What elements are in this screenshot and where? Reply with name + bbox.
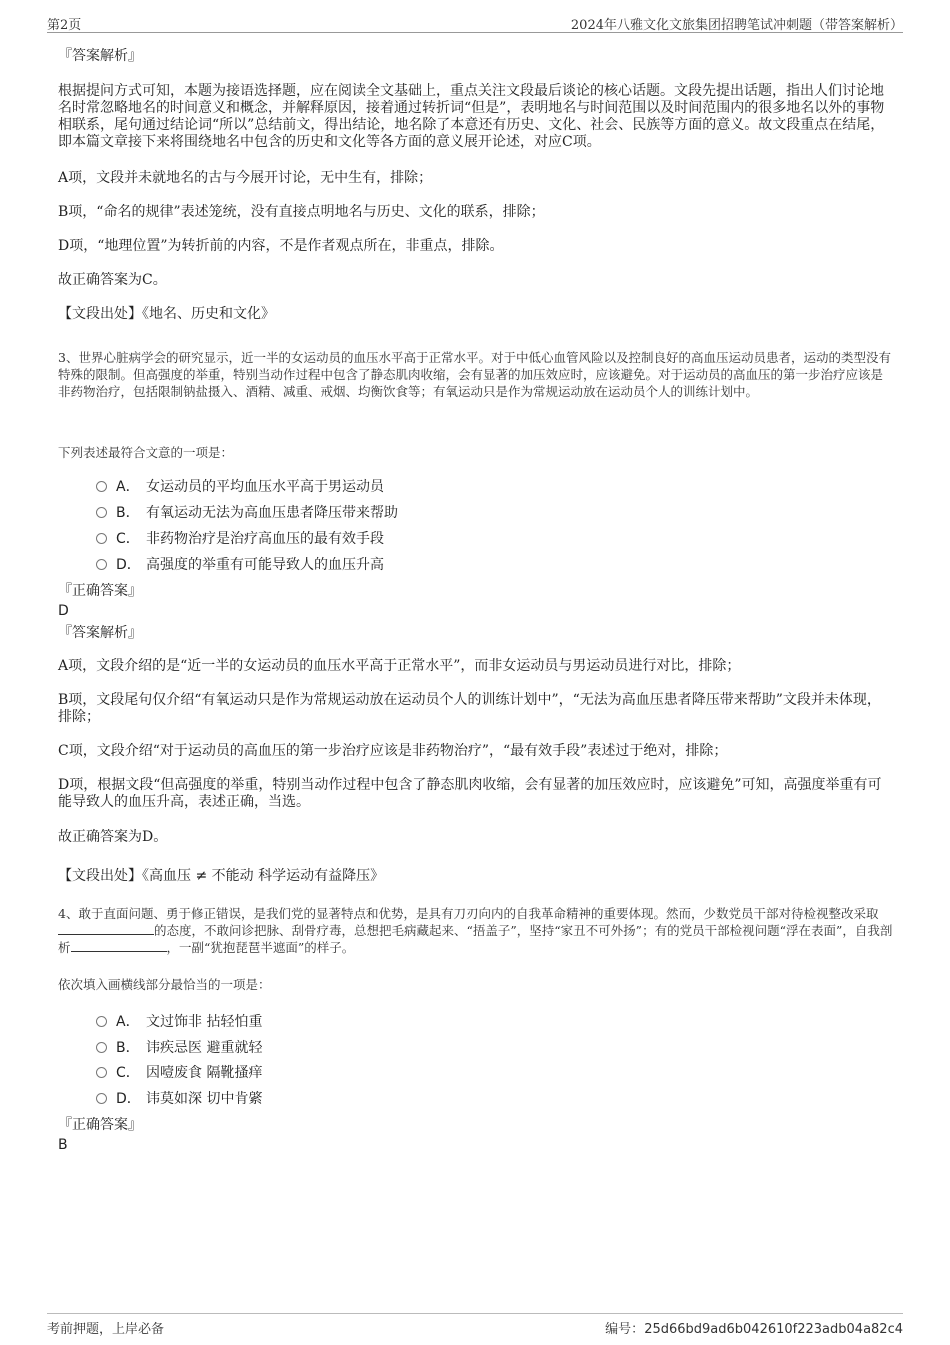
radio-icon[interactable]: [96, 507, 107, 518]
page-number: 第2页: [47, 18, 82, 33]
q4-answer: B: [58, 1137, 68, 1153]
q4-option-d[interactable]: D． 讳莫如深 切中肯綮: [96, 1089, 262, 1109]
q2-analysis-paragraph: 根据提问方式可知，本题为接语选择题，应在阅读全文基础上，重点关注文段最后谈论的核心话题。文段先提出话题，指出人们讨论地名时常忽略地名的时间意义和概念，并解释原因，接着通过转折词“但是”，表明地名与时间范围以及时间范围内的很多地名以外的事物相联系，尾句通过结论词“所以”总结前文，得出结论，地名除了本意还有历史、文化、社会、民族等方面的意义。故文段重点在结尾，即本篇文章接下来将围绕地名中包含的历史和文化等各方面的意义展开论述，对应C项。: [58, 83, 885, 150]
q3-analysis-option-b: B项，文段尾句仅介绍“有氧运动只是作为常规运动放在运动员个人的训练计划中”，“无法为高血压患者降压带来帮助”文段并未体现，排除；: [58, 692, 881, 725]
q3-analysis-label: 『答案解析』: [58, 625, 142, 641]
document-title: 2024年八雅文化文旅集团招聘笔试冲刺题（带答案解析）: [570, 18, 903, 33]
radio-icon[interactable]: [96, 559, 107, 570]
not-equal-symbol: ≠: [195, 868, 208, 884]
q4-option-c[interactable]: C． 因噎废食 隔靴搔痒: [96, 1063, 262, 1083]
q4-stem: 4、敢于直面问题、勇于修正错误，是我们党的显著特点和优势，是具有刀刃向内的自我革命精神的重要体现。然而，少数党员干部对待检视整改采取的态度，不敢问诊把脉、刮骨疗毒，总想把毛病藏起来、“捂盖子”，坚持“家丑不可外扬”；有的党员干部检视问题“浮在表面”，自我剖析 ，一副“犹抱琵琶半遮面”的样子。: [58, 906, 893, 955]
q3-option-a[interactable]: A． 女运动员的平均血压水平高于男运动员: [96, 477, 384, 497]
q3-source: 【文段出处】《高血压 ≠ 不能动 科学运动有益降压》: [58, 868, 385, 884]
q2-analysis-option-a: A项，文段并未就地名的古与今展开讨论，无中生有，排除；: [58, 170, 433, 186]
radio-icon[interactable]: [96, 1042, 107, 1053]
radio-icon[interactable]: [96, 1093, 107, 1104]
q2-analysis-label: 『答案解析』: [58, 48, 142, 64]
q3-option-c[interactable]: C． 非药物治疗是治疗高血压的最有效手段: [96, 529, 384, 549]
q3-option-d[interactable]: D． 高强度的举重有可能导致人的血压升高: [96, 555, 384, 575]
q3-answer: D: [58, 603, 69, 619]
fill-blank-2: [71, 939, 167, 952]
radio-icon[interactable]: [96, 481, 107, 492]
q3-conclusion: 故正确答案为D。: [58, 829, 168, 845]
radio-icon[interactable]: [96, 1016, 107, 1027]
page-footer: [47, 1313, 903, 1337]
q2-source: 【文段出处】《地名、历史和文化》: [58, 306, 275, 322]
q3-prompt: 下列表述最符合文意的一项是：: [58, 445, 234, 460]
q3-analysis-option-d: D项，根据文段“但高强度的举重，特别当动作过程中包含了静态肌肉收缩，会有显著的加压效应时，应该避免”可知，高强度举重有可能导致人的血压升高，表述正确，当选。: [58, 777, 882, 810]
q4-answer-label: 『正确答案』: [58, 1117, 142, 1133]
q4-prompt: 依次填入画横线部分最恰当的一项是：: [58, 977, 271, 992]
q4-option-a[interactable]: A． 文过饰非 拈轻怕重: [96, 1012, 262, 1032]
q3-analysis-option-c: C项，文段介绍“对于运动员的高血压的第一步治疗应该是非药物治疗”，“最有效手段”表述过于绝对，排除；: [58, 743, 728, 759]
q3-answer-label: 『正确答案』: [58, 583, 142, 599]
q3-stem: 3、世界心脏病学会的研究显示，近一半的女运动员的血压水平高于正常水平。对于中低心血管风险以及控制良好的高血压运动员患者，运动的类型没有特殊的限制。但高强度的举重，特别当动作过程中包含了静态肌肉收缩，会有显著的加压效应时，应该避免。对于运动员的高血压的第一步治疗应该是非药物治疗，包括限制钠盐摄入、酒精、减重、戒烟、均衡饮食等；有氧运动只是作为常规运动放在运动员个人的训练计划中。: [58, 350, 891, 399]
q4-option-b[interactable]: B． 讳疾忌医 避重就轻: [96, 1038, 262, 1058]
footer-serial: 编号：25d66bd9ad6b042610f223adb04a82c4: [605, 1322, 903, 1337]
radio-icon[interactable]: [96, 533, 107, 544]
footer-slogan: 考前押题，上岸必备: [47, 1322, 165, 1337]
q3-analysis-option-a: A项，文段介绍的是“近一半的女运动员的血压水平高于正常水平”，而非女运动员与男运动员进行对比，排除；: [58, 658, 741, 674]
radio-icon[interactable]: [96, 1067, 107, 1078]
q2-analysis-option-b: B项，“命名的规律”表述笼统，没有直接点明地名与历史、文化的联系，排除；: [58, 204, 545, 220]
fill-blank-1: [58, 922, 154, 935]
q2-conclusion: 故正确答案为C。: [58, 272, 167, 288]
q2-analysis-option-d: D项，“地理位置”为转折前的内容，不是作者观点所在，非重点，排除。: [58, 238, 504, 254]
q3-option-b[interactable]: B． 有氧运动无法为高血压患者降压带来帮助: [96, 503, 398, 523]
page-header: [47, 12, 903, 33]
